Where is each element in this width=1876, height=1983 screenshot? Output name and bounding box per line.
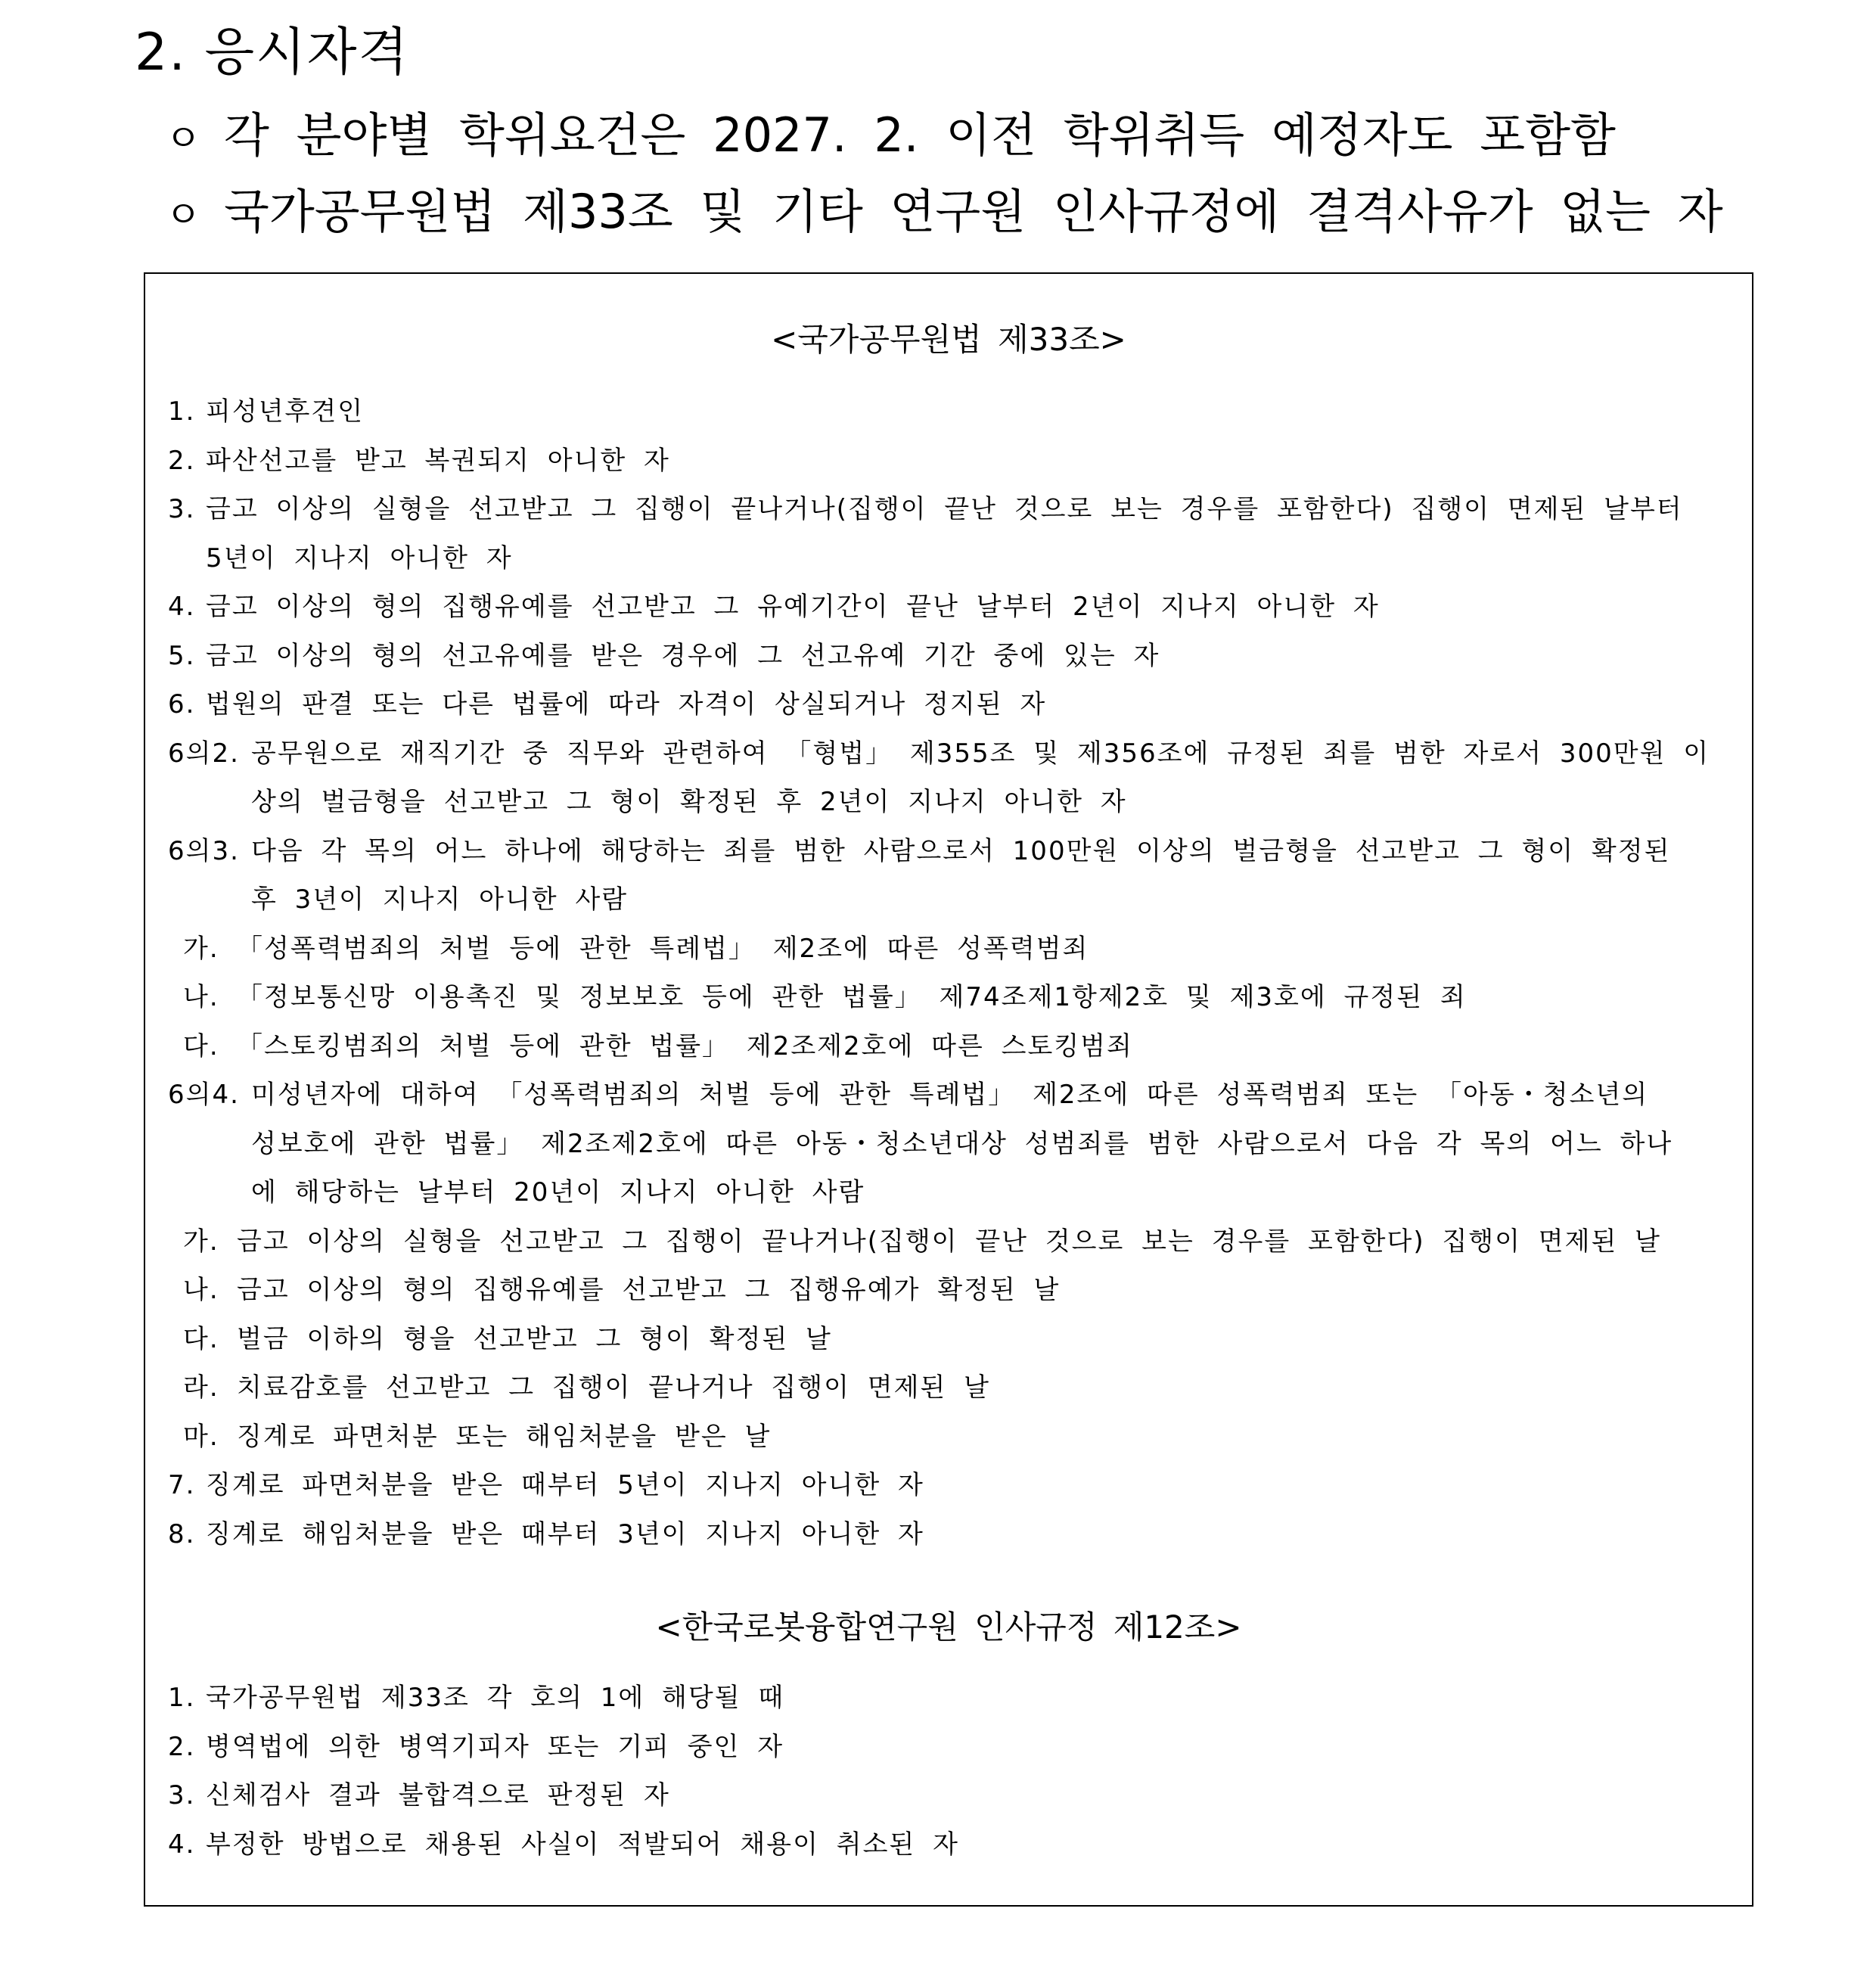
- item-number: 나.: [183, 982, 219, 1012]
- item-text: 징계로 파면처분 또는 해임처분을 받은 날: [237, 1421, 772, 1452]
- list-item: [168, 583, 1734, 632]
- item-number: 5.: [168, 640, 196, 671]
- item-number: 6의2.: [168, 738, 240, 769]
- item-text: 「정보통신망 이용촉진 및 정보보호 등에 관한 법률」 제74조제1항제2호 및 제3호에 규정된 죄: [237, 982, 1467, 1012]
- item-text: 금고 이상의 형의 집행유예를 선고받고 그 집행유예가 확정된 날: [237, 1275, 1061, 1305]
- list-item: [168, 1071, 1734, 1217]
- item-number: 나.: [183, 1275, 219, 1305]
- item-number: 8.: [168, 1518, 196, 1549]
- item-number: 4.: [168, 1829, 196, 1860]
- list-subitem: [168, 1022, 1734, 1071]
- item-number: 2.: [168, 1731, 196, 1762]
- item-text: 부정한 방법으로 채용된 사실이 적발되어 채용이 취소된 자: [206, 1829, 959, 1860]
- item-number: 7.: [168, 1470, 196, 1500]
- bullet-disqualification: [165, 178, 1723, 249]
- list-item: [168, 437, 1734, 486]
- list-item: [168, 680, 1734, 729]
- item-text: 공무원으로 재직기간 중 직무와 관련하여 「형법」 제355조 및 제356조에 규정된 죄를 범한 자로서 300만원 이 상의 벌금형을 선고받고 그 형이 확정된 후 2년이 지나지 아니한 자: [251, 738, 1710, 817]
- disqualification-box: [144, 272, 1753, 1907]
- list-item: [168, 1674, 1734, 1723]
- list-subitem: [168, 925, 1734, 974]
- item-text: 미성년자에 대하여 「성폭력범죄의 처벌 등에 관한 특례법」 제2조에 따른 성폭력범죄 또는 「아동・청소년의 성보호에 관한 법률」 제2조제2호에 따른 아동・청소년대상 성범죄를 범한 사람으로서 다음 각 목의 어느 하나 에 해당하는 날부터 20년이 지나지 아니한 사람: [251, 1080, 1673, 1208]
- item-text: 금고 이상의 형의 집행유예를 선고받고 그 유예기간이 끝난 날부터 2년이 지나지 아니한 자: [206, 592, 1380, 622]
- item-text: 「스토킹범죄의 처벌 등에 관한 법률」 제2조제2호에 따른 스토킹범죄: [237, 1030, 1133, 1061]
- bullet-mark: ㅇ: [165, 193, 202, 237]
- item-number: 3.: [168, 1780, 196, 1810]
- item-text: 징계로 파면처분을 받은 때부터 5년이 지나지 아니한 자: [206, 1470, 924, 1500]
- item-text: 파산선고를 받고 복권되지 아니한 자: [206, 445, 670, 476]
- law-article-title: <국가공무원법 제33조>: [771, 321, 1126, 358]
- item-text: 신체검사 결과 불합격으로 판정된 자: [206, 1780, 670, 1810]
- list-item: [168, 729, 1734, 827]
- list-item: [168, 485, 1734, 583]
- bullet-mark: ㅇ: [165, 117, 202, 160]
- list-subitem: [168, 1363, 1734, 1413]
- item-number: 라.: [183, 1372, 219, 1403]
- item-number: 다.: [183, 1030, 219, 1061]
- item-text: 징계로 해임처분을 받은 때부터 3년이 지나지 아니한 자: [206, 1518, 924, 1549]
- item-text: 벌금 이하의 형을 선고받고 그 형이 확정된 날: [237, 1323, 832, 1354]
- list-subitem: [168, 973, 1734, 1022]
- item-number: 3.: [168, 494, 196, 524]
- item-number: 6의4.: [168, 1080, 240, 1110]
- item-text: 치료감호를 선고받고 그 집행이 끝나거나 집행이 면제된 날: [237, 1372, 990, 1403]
- bullet-text: 각 분야별 학위요건은 2027. 2. 이전 학위취득 예정자도 포함함: [224, 107, 1616, 163]
- list-item: [168, 1771, 1734, 1820]
- item-number: 6.: [168, 689, 196, 720]
- list-subitem: [168, 1217, 1734, 1267]
- list-item: [168, 632, 1734, 681]
- section-heading: 2. 응시자격: [135, 23, 410, 82]
- item-number: 1.: [168, 1683, 196, 1713]
- item-number: 2.: [168, 445, 196, 476]
- list-item: [168, 1723, 1734, 1772]
- list-item: [168, 387, 1734, 437]
- item-text: 금고 이상의 실형을 선고받고 그 집행이 끝나거나(집행이 끝난 것으로 보는 경우를 포함한다) 집행이 면제된 날: [237, 1226, 1661, 1257]
- item-number: 다.: [183, 1323, 219, 1354]
- item-number: 6의3.: [168, 835, 240, 866]
- list-subitem: [168, 1315, 1734, 1364]
- bullet-degree-requirement: [165, 101, 1616, 173]
- item-number: 마.: [183, 1421, 219, 1452]
- item-text: 병역법에 의한 병역기피자 또는 기피 중인 자: [206, 1731, 784, 1762]
- list-item: [168, 1820, 1734, 1870]
- list-item: [168, 827, 1734, 925]
- hr-regulation-list: [168, 1674, 1734, 1869]
- list-subitem: [168, 1266, 1734, 1315]
- item-text: 금고 이상의 실형을 선고받고 그 집행이 끝나거나(집행이 끝난 것으로 보는 경우를 포함한다) 집행이 면제된 날부터 5년이 지나지 아니한 자: [206, 494, 1683, 573]
- item-text: 피성년후견인: [206, 396, 365, 427]
- item-number: 4.: [168, 592, 196, 622]
- law-article-list: [168, 387, 1734, 1559]
- list-subitem: [168, 1413, 1734, 1462]
- item-text: 금고 이상의 형의 선고유예를 받은 경우에 그 선고유예 기간 중에 있는 자: [206, 640, 1160, 671]
- bullet-text: 국가공무원법 제33조 및 기타 연구원 인사규정에 결격사유가 없는 자: [224, 184, 1723, 239]
- item-number: 가.: [183, 1226, 219, 1257]
- item-text: 법원의 판결 또는 다른 법률에 따라 자격이 상실되거나 정지된 자: [206, 689, 1047, 720]
- item-text: 다음 각 목의 어느 하나에 해당하는 죄를 범한 사람으로서 100만원 이상의 벌금형을 선고받고 그 형이 확정된 후 3년이 지나지 아니한 사람: [251, 835, 1671, 915]
- list-item: [168, 1510, 1734, 1559]
- list-item: [168, 1461, 1734, 1510]
- item-number: 가.: [183, 933, 219, 964]
- item-text: 「성폭력범죄의 처벌 등에 관한 특례법」 제2조에 따른 성폭력범죄: [237, 933, 1089, 964]
- hr-regulation-title: <한국로봇융합연구원 인사규정 제12조>: [655, 1608, 1242, 1646]
- item-text: 국가공무원법 제33조 각 호의 1에 해당될 때: [206, 1683, 785, 1713]
- item-number: 1.: [168, 396, 196, 427]
